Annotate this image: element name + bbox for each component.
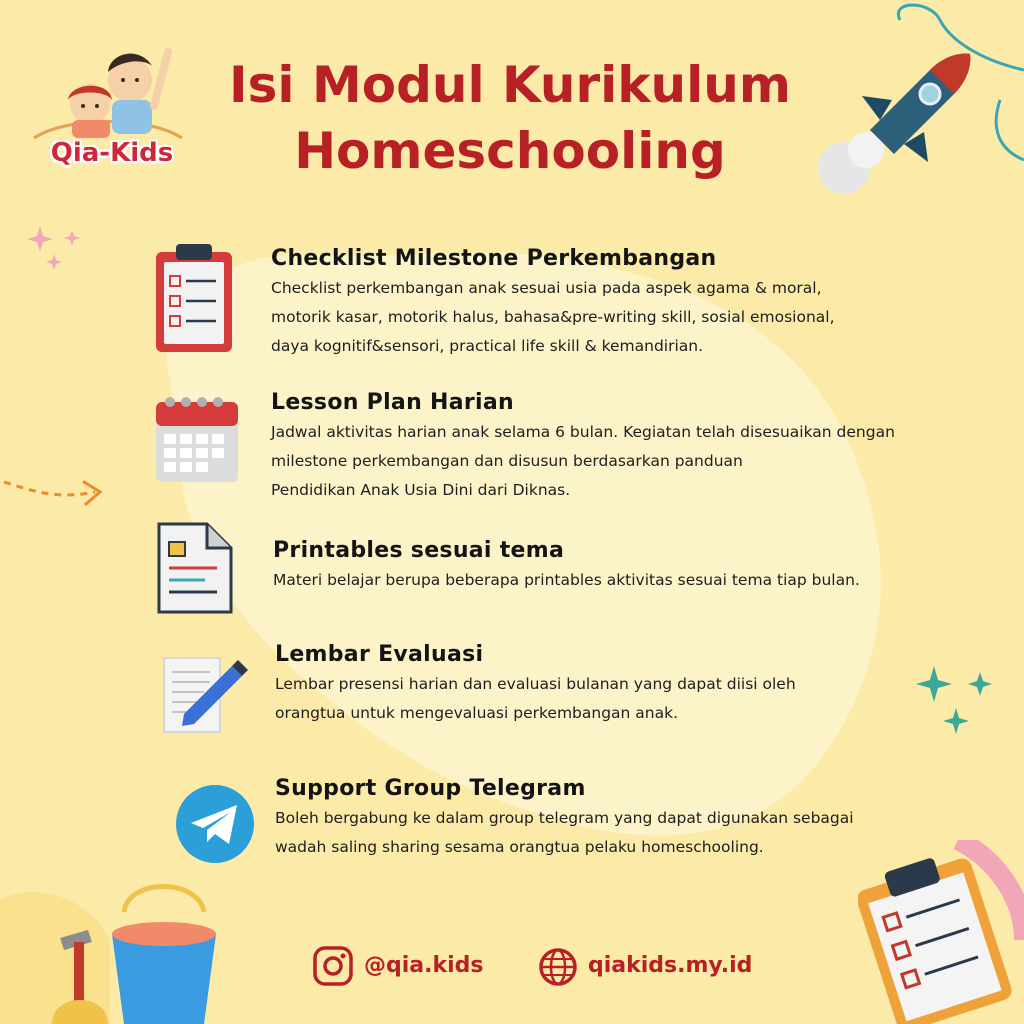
item-printables: [273, 536, 860, 595]
item-title: Lembar Evaluasi: [275, 642, 484, 667]
document-icon: [155, 520, 235, 616]
desc-line: Boleh bergabung ke dalam group telegram yang dapat digunakan sebagai: [275, 809, 854, 827]
brand-logo: [28, 30, 188, 180]
desc-line: motorik kasar, motorik halus, bahasa&pre-writing skill, sosial emosional,: [271, 308, 835, 326]
desc-line: daya kognitif&sensori, practical life skill & kemandirian.: [271, 337, 704, 355]
dashed-arrow-icon: [0, 470, 110, 530]
sparkle-icon: [24, 220, 94, 280]
item-desc: [271, 274, 835, 361]
desc-line: Checklist perkembangan anak sesuai usia pada aspek agama & moral,: [271, 279, 822, 297]
item-title: Lesson Plan Harian: [271, 390, 514, 415]
item-title: Checklist Milestone Perkembangan: [271, 246, 717, 271]
website-link[interactable]: qiakids.my.id: [588, 953, 753, 978]
instagram-handle[interactable]: @qia.kids: [364, 953, 484, 978]
desc-line: wadah saling sharing sesama orangtua pelaku homeschooling.: [275, 838, 764, 856]
item-desc: [271, 418, 895, 505]
item-title: Support Group Telegram: [275, 776, 586, 801]
item-telegram: [275, 774, 854, 862]
clipboard-checklist-icon: [154, 242, 236, 354]
calendar-icon: [154, 392, 240, 484]
title-line-1: Isi Modul Kurikulum: [229, 56, 791, 114]
desc-line: Pendidikan Anak Usia Dini dari Diknas.: [271, 481, 571, 499]
instagram-icon: [312, 945, 354, 987]
title-line-2: Homeschooling: [294, 122, 726, 180]
logo-text: Qia-Kids: [50, 138, 174, 168]
desc-line: milestone perkembangan dan disusun berdasarkan panduan: [271, 452, 743, 470]
bucket-tools-icon: [48, 882, 238, 1024]
desc-line: Jadwal aktivitas harian anak selama 6 bulan. Kegiatan telah disesuaikan dengan: [271, 423, 895, 441]
sparkle-green-icon: [912, 662, 1002, 742]
desc-line: orangtua untuk mengevaluasi perkembangan anak.: [275, 704, 679, 722]
item-checklist: [271, 244, 835, 361]
item-desc: [275, 804, 854, 862]
telegram-icon: [175, 784, 255, 864]
paper-pen-icon: [160, 652, 248, 736]
item-desc: [273, 566, 860, 595]
page-title: [180, 52, 840, 184]
clipboard-deco-icon: [858, 840, 1024, 1024]
item-desc: [275, 670, 796, 728]
item-lesson-plan: [271, 388, 895, 505]
globe-icon: [538, 947, 578, 987]
item-evaluasi: [275, 640, 796, 728]
item-title: Printables sesuai tema: [273, 538, 565, 563]
desc-line: Materi belajar berupa beberapa printables aktivitas sesuai tema tiap bulan.: [273, 571, 860, 589]
desc-line: Lembar presensi harian dan evaluasi bulanan yang dapat diisi oleh: [275, 675, 796, 693]
kids-mascot-icon: [28, 30, 188, 150]
